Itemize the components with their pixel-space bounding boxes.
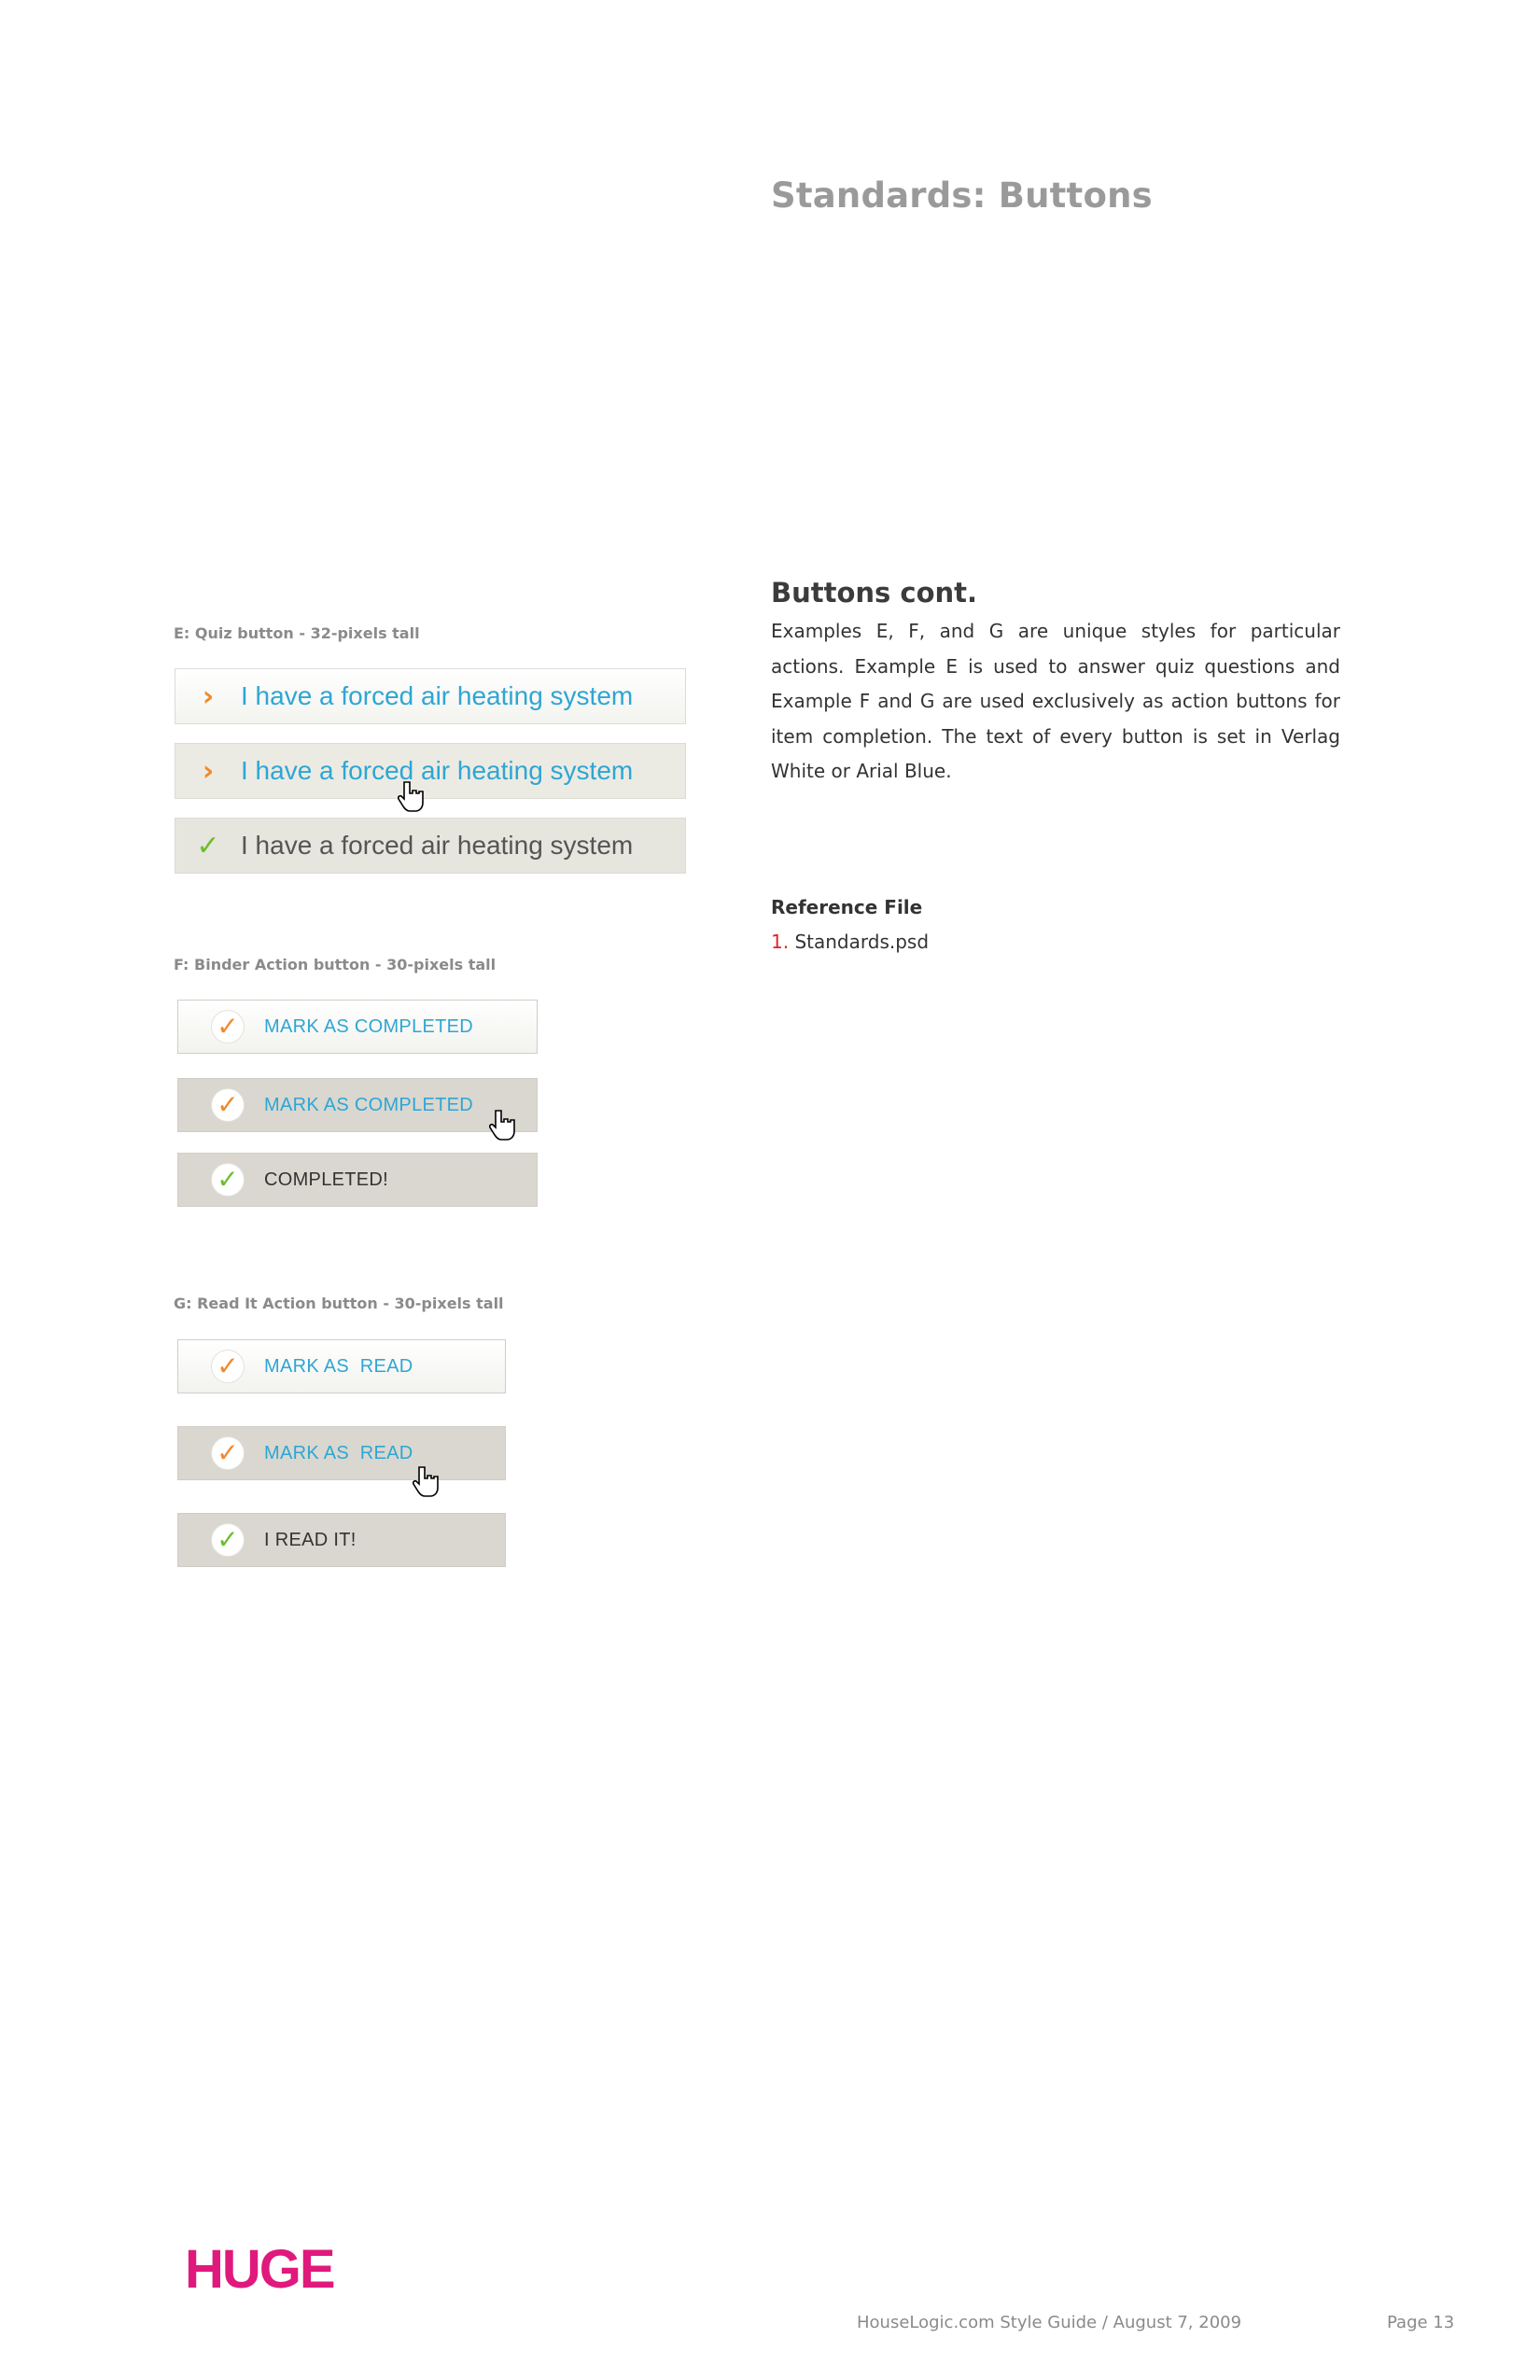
binder-button-completed[interactable] <box>177 1153 538 1207</box>
readit-button-text: MARK AS READ <box>264 1442 413 1463</box>
footer-text: HouseLogic.com Style Guide / August 7, 2009 <box>857 2313 1242 2332</box>
reference-number: 1. <box>771 931 790 953</box>
chevron-right-icon: › <box>202 754 215 788</box>
binder-button-default[interactable] <box>177 1000 538 1054</box>
readit-example-label: G: Read It Action button - 30-pixels tall <box>174 1295 504 1312</box>
quiz-example-label: E: Quiz button - 32-pixels tall <box>174 624 420 642</box>
huge-logo: HUGE <box>185 2239 334 2300</box>
hand-cursor-icon <box>413 1465 441 1499</box>
checkmark-icon: ✓ <box>196 829 220 862</box>
quiz-button-default[interactable] <box>175 668 686 724</box>
quiz-button-hover[interactable] <box>175 743 686 799</box>
binder-button-hover[interactable] <box>177 1078 538 1132</box>
checkmark-icon: ✓ <box>212 1524 244 1556</box>
quiz-button-selected[interactable] <box>175 818 686 874</box>
quiz-button-text: I have a forced air heating system <box>241 756 634 785</box>
readit-button-hover[interactable] <box>177 1426 506 1480</box>
hand-cursor-icon <box>398 780 426 814</box>
hand-cursor-icon <box>489 1109 517 1142</box>
readit-button-completed[interactable] <box>177 1513 506 1567</box>
readit-button-text: MARK AS READ <box>264 1355 413 1377</box>
binder-button-text: MARK AS COMPLETED <box>264 1094 474 1115</box>
checkmark-icon: ✓ <box>212 1089 244 1121</box>
checkmark-icon: ✓ <box>212 1351 244 1382</box>
reference-heading: Reference File <box>771 896 923 918</box>
checkmark-icon: ✓ <box>212 1011 244 1043</box>
checkmark-icon: ✓ <box>212 1437 244 1469</box>
page-number: Page 13 <box>1387 2313 1455 2332</box>
binder-example-label: F: Binder Action button - 30-pixels tall <box>174 956 497 973</box>
quiz-button-text: I have a forced air heating system <box>241 831 634 860</box>
section-body: Examples E, F, and G are unique styles for particular actions. Example E is used to answer quiz questions and Example F and G are used exclusively as action buttons for item completion. The text of every button is set in Verlag White or Arial Blue. <box>771 620 1340 782</box>
chevron-right-icon: › <box>202 679 215 713</box>
readit-button-text: I READ IT! <box>264 1529 357 1550</box>
binder-button-text: COMPLETED! <box>264 1169 389 1190</box>
page-title: Standards: Buttons <box>771 175 1153 216</box>
binder-button-text: MARK AS COMPLETED <box>264 1015 474 1037</box>
quiz-button-text: I have a forced air heating system <box>241 681 634 710</box>
readit-button-default[interactable] <box>177 1339 506 1393</box>
checkmark-icon: ✓ <box>212 1164 244 1196</box>
reference-file: Standards.psd <box>794 931 930 953</box>
reference-item <box>771 931 929 953</box>
section-heading: Buttons cont. <box>771 577 978 609</box>
